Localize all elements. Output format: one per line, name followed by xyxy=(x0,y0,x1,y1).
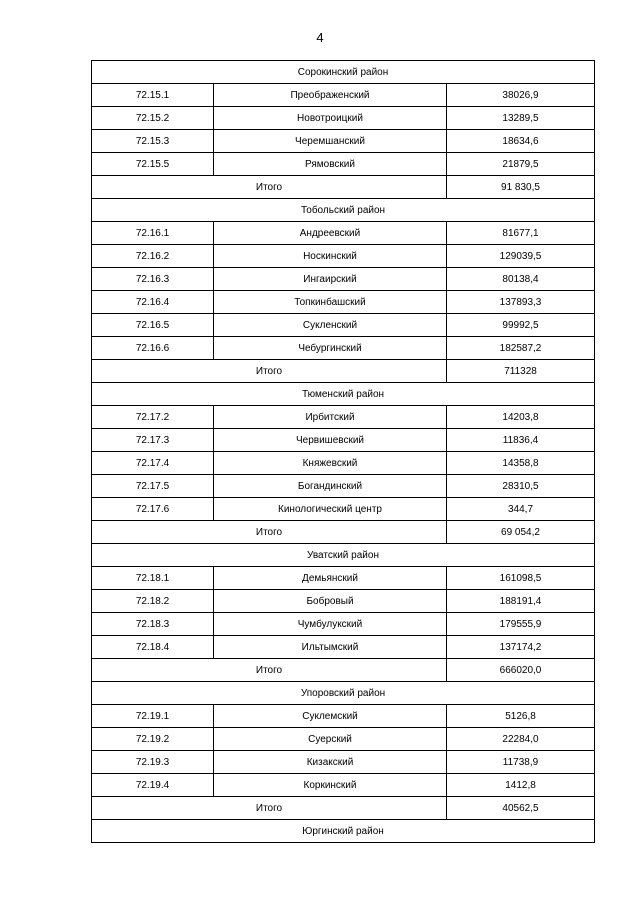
table-row xyxy=(92,337,595,360)
forestry-value: 80138,4 xyxy=(447,268,595,291)
table-row xyxy=(92,222,595,245)
forestry-code: 72.16.1 xyxy=(92,222,214,245)
forestry-name: Ирбитский xyxy=(214,406,447,429)
forestry-name: Топкинбашский xyxy=(214,291,447,314)
forestry-name: Суклемский xyxy=(214,705,447,728)
forestry-name: Чумбулукский xyxy=(214,613,447,636)
forestry-code: 72.16.6 xyxy=(92,337,214,360)
district-name: Тобольский район xyxy=(92,199,595,222)
table-row xyxy=(92,314,595,337)
table-row xyxy=(92,429,595,452)
table-row xyxy=(92,705,595,728)
forestry-name: Кинологический центр xyxy=(214,498,447,521)
forestry-value: 188191,4 xyxy=(447,590,595,613)
forestry-value: 28310,5 xyxy=(447,475,595,498)
table-row xyxy=(92,84,595,107)
district-header-row xyxy=(92,682,595,705)
forestry-name: Червишевский xyxy=(214,429,447,452)
district-name: Уватский район xyxy=(92,544,595,567)
forestry-code: 72.17.3 xyxy=(92,429,214,452)
forestry-name: Новотроицкий xyxy=(214,107,447,130)
forestry-code: 72.16.5 xyxy=(92,314,214,337)
forestry-code: 72.18.3 xyxy=(92,613,214,636)
table-row xyxy=(92,498,595,521)
table-row xyxy=(92,291,595,314)
forestry-code: 72.19.1 xyxy=(92,705,214,728)
forestry-value: 11836,4 xyxy=(447,429,595,452)
district-name: Юргинский район xyxy=(92,820,595,843)
table-row xyxy=(92,452,595,475)
forestry-code: 72.15.1 xyxy=(92,84,214,107)
total-value: 666020,0 xyxy=(447,659,595,682)
forestry-value: 81677,1 xyxy=(447,222,595,245)
forestry-name: Чебургинский xyxy=(214,337,447,360)
forestry-value: 5126,8 xyxy=(447,705,595,728)
table-row xyxy=(92,774,595,797)
forestry-value: 18634,6 xyxy=(447,130,595,153)
forestry-code: 72.16.2 xyxy=(92,245,214,268)
forestry-code: 72.19.3 xyxy=(92,751,214,774)
forestry-name: Андреевский xyxy=(214,222,447,245)
district-name: Тюменский район xyxy=(92,383,595,406)
forestry-code: 72.17.6 xyxy=(92,498,214,521)
total-label: Итого xyxy=(92,176,447,199)
table-row xyxy=(92,475,595,498)
total-row xyxy=(92,176,595,199)
table-row xyxy=(92,613,595,636)
total-value: 40562,5 xyxy=(447,797,595,820)
total-value: 711328 xyxy=(447,360,595,383)
forestry-name: Бобровый xyxy=(214,590,447,613)
forestry-value: 22284,0 xyxy=(447,728,595,751)
forestry-value: 137893,3 xyxy=(447,291,595,314)
forestry-name: Носкинский xyxy=(214,245,447,268)
forestry-code: 72.18.2 xyxy=(92,590,214,613)
total-row xyxy=(92,360,595,383)
forestry-value: 344,7 xyxy=(447,498,595,521)
district-header-row xyxy=(92,383,595,406)
total-label: Итого xyxy=(92,659,447,682)
district-name: Упоровский район xyxy=(92,682,595,705)
table-row xyxy=(92,406,595,429)
forestry-name: Ильтымский xyxy=(214,636,447,659)
forestry-name: Кизакский xyxy=(214,751,447,774)
forestry-code: 72.19.4 xyxy=(92,774,214,797)
total-row xyxy=(92,797,595,820)
table-row xyxy=(92,245,595,268)
forestry-code: 72.15.3 xyxy=(92,130,214,153)
table-row xyxy=(92,268,595,291)
forestry-code: 72.18.4 xyxy=(92,636,214,659)
forestry-name: Демьянский xyxy=(214,567,447,590)
forestry-name: Рямовский xyxy=(214,153,447,176)
forestry-name: Черемшанский xyxy=(214,130,447,153)
total-row xyxy=(92,659,595,682)
table-row xyxy=(92,728,595,751)
table-body xyxy=(92,61,595,843)
total-value: 91 830,5 xyxy=(447,176,595,199)
forestry-value: 182587,2 xyxy=(447,337,595,360)
forestry-code: 72.18.1 xyxy=(92,567,214,590)
forestry-value: 179555,9 xyxy=(447,613,595,636)
forestry-value: 161098,5 xyxy=(447,567,595,590)
total-label: Итого xyxy=(92,360,447,383)
table-row xyxy=(92,636,595,659)
forestry-value: 14203,8 xyxy=(447,406,595,429)
forestry-code: 72.16.4 xyxy=(92,291,214,314)
forestry-value: 1412,8 xyxy=(447,774,595,797)
table-row xyxy=(92,130,595,153)
district-header-row xyxy=(92,61,595,84)
table-row xyxy=(92,107,595,130)
forestry-code: 72.15.2 xyxy=(92,107,214,130)
district-header-row xyxy=(92,820,595,843)
forestry-name: Ингаирский xyxy=(214,268,447,291)
table-row xyxy=(92,567,595,590)
forestry-code: 72.17.5 xyxy=(92,475,214,498)
forestry-code: 72.17.2 xyxy=(92,406,214,429)
forestry-value: 99992,5 xyxy=(447,314,595,337)
forestry-value: 11738,9 xyxy=(447,751,595,774)
forestry-value: 21879,5 xyxy=(447,153,595,176)
forestry-value: 129039,5 xyxy=(447,245,595,268)
forestry-code: 72.17.4 xyxy=(92,452,214,475)
forestry-name: Богандинский xyxy=(214,475,447,498)
forestry-table xyxy=(91,60,595,843)
forestry-code: 72.15.5 xyxy=(92,153,214,176)
total-row xyxy=(92,521,595,544)
page-number: 4 xyxy=(316,30,324,45)
forestry-code: 72.16.3 xyxy=(92,268,214,291)
table-row xyxy=(92,153,595,176)
forestry-value: 137174,2 xyxy=(447,636,595,659)
district-header-row xyxy=(92,199,595,222)
table-row xyxy=(92,590,595,613)
forestry-name: Преображенский xyxy=(214,84,447,107)
forestry-value: 38026,9 xyxy=(447,84,595,107)
district-name: Сорокинский район xyxy=(92,61,595,84)
total-value: 69 054,2 xyxy=(447,521,595,544)
district-header-row xyxy=(92,544,595,567)
forestry-value: 14358,8 xyxy=(447,452,595,475)
forestry-name: Княжевский xyxy=(214,452,447,475)
forestry-code: 72.19.2 xyxy=(92,728,214,751)
forestry-name: Сукленский xyxy=(214,314,447,337)
table-row xyxy=(92,751,595,774)
forestry-name: Коркинский xyxy=(214,774,447,797)
forestry-value: 13289,5 xyxy=(447,107,595,130)
forestry-name: Суерский xyxy=(214,728,447,751)
total-label: Итого xyxy=(92,521,447,544)
total-label: Итого xyxy=(92,797,447,820)
